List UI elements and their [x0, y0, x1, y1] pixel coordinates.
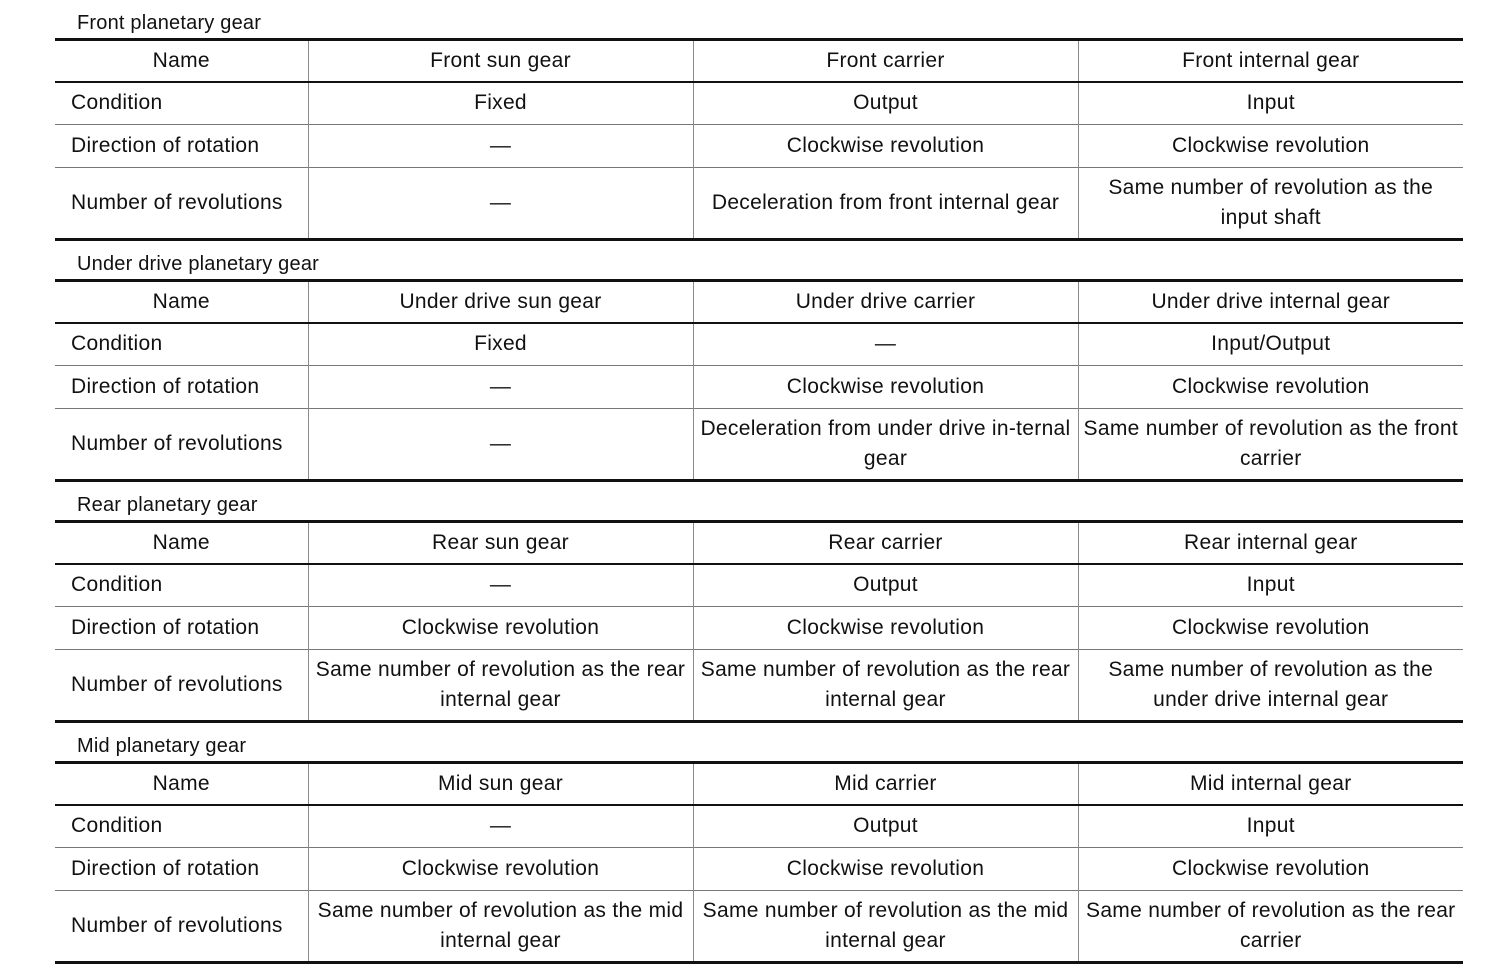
- row-label: Name: [55, 40, 308, 82]
- section-rear-planetary-gear: [55, 482, 1463, 723]
- row-label: Condition: [55, 82, 308, 125]
- section-under-drive-planetary-gear: [55, 241, 1463, 482]
- table-cell: Clockwise revolution: [1078, 125, 1463, 168]
- table-cell: Same number of revolution as the rear carrier: [1078, 891, 1463, 963]
- table-cell: Fixed: [308, 82, 693, 125]
- gear-table: [55, 761, 1463, 964]
- table-cell: Input/Output: [1078, 323, 1463, 366]
- row-label: Number of revolutions: [55, 168, 308, 240]
- table-cell: —: [308, 564, 693, 607]
- gear-table: [55, 520, 1463, 723]
- row-label: Direction of rotation: [55, 125, 308, 168]
- table-cell: —: [308, 805, 693, 848]
- row-label: Number of revolutions: [55, 891, 308, 963]
- table-cell: —: [308, 125, 693, 168]
- section-mid-planetary-gear: [55, 723, 1463, 964]
- table-cell: Deceleration from front internal gear: [693, 168, 1078, 240]
- table-cell: Same number of revolution as the mid internal gear: [693, 891, 1078, 963]
- table-cell: Input: [1078, 564, 1463, 607]
- row-label: Direction of rotation: [55, 848, 308, 891]
- table-cell: —: [308, 168, 693, 240]
- table-row-direction: [55, 607, 1463, 650]
- table-cell: Output: [693, 82, 1078, 125]
- column-header: Under drive sun gear: [308, 281, 693, 323]
- column-header: Front sun gear: [308, 40, 693, 82]
- table-cell: Clockwise revolution: [1078, 366, 1463, 409]
- table-cell: Same number of revolution as the rear internal gear: [308, 650, 693, 722]
- table-row-direction: [55, 848, 1463, 891]
- column-header: Front carrier: [693, 40, 1078, 82]
- planetary-gear-document: [55, 0, 1463, 964]
- column-header: Under drive carrier: [693, 281, 1078, 323]
- table-cell: Input: [1078, 82, 1463, 125]
- table-row-name: [55, 763, 1463, 805]
- column-header: Mid carrier: [693, 763, 1078, 805]
- table-cell: Fixed: [308, 323, 693, 366]
- table-row-condition: [55, 82, 1463, 125]
- column-header: Rear carrier: [693, 522, 1078, 564]
- column-header: Under drive internal gear: [1078, 281, 1463, 323]
- table-cell: Deceleration from under drive in-ternal gear: [693, 409, 1078, 481]
- row-label: Name: [55, 522, 308, 564]
- section-title: Front planetary gear: [77, 12, 262, 34]
- table-row-condition: [55, 564, 1463, 607]
- row-label: Condition: [55, 323, 308, 366]
- table-row-name: [55, 40, 1463, 82]
- table-cell: Same number of revolution as the front carrier: [1078, 409, 1463, 481]
- table-row-revolutions: [55, 891, 1463, 963]
- table-cell: Clockwise revolution: [693, 125, 1078, 168]
- table-row-name: [55, 522, 1463, 564]
- table-row-revolutions: [55, 650, 1463, 722]
- table-cell: Same number of revolution as the under drive internal gear: [1078, 650, 1463, 722]
- table-cell: Same number of revolution as the input shaft: [1078, 168, 1463, 240]
- gear-table: [55, 279, 1463, 482]
- row-label: Number of revolutions: [55, 650, 308, 722]
- table-cell: Clockwise revolution: [1078, 607, 1463, 650]
- row-label: Condition: [55, 564, 308, 607]
- row-label: Direction of rotation: [55, 366, 308, 409]
- table-row-revolutions: [55, 168, 1463, 240]
- table-cell: —: [693, 323, 1078, 366]
- column-header: Mid internal gear: [1078, 763, 1463, 805]
- table-cell: Same number of revolution as the rear internal gear: [693, 650, 1078, 722]
- table-cell: Same number of revolution as the mid internal gear: [308, 891, 693, 963]
- section-title: Rear planetary gear: [77, 494, 258, 516]
- row-label: Name: [55, 763, 308, 805]
- table-cell: Clockwise revolution: [693, 607, 1078, 650]
- section-front-planetary-gear: [55, 0, 1463, 241]
- gear-table: [55, 38, 1463, 241]
- table-row-condition: [55, 323, 1463, 366]
- column-header: Rear sun gear: [308, 522, 693, 564]
- column-header: Front internal gear: [1078, 40, 1463, 82]
- row-label: Condition: [55, 805, 308, 848]
- column-header: Mid sun gear: [308, 763, 693, 805]
- row-label: Name: [55, 281, 308, 323]
- table-cell: Clockwise revolution: [693, 848, 1078, 891]
- table-cell: Clockwise revolution: [1078, 848, 1463, 891]
- table-cell: Clockwise revolution: [693, 366, 1078, 409]
- row-label: Direction of rotation: [55, 607, 308, 650]
- table-cell: Clockwise revolution: [308, 607, 693, 650]
- table-cell: —: [308, 366, 693, 409]
- row-label: Number of revolutions: [55, 409, 308, 481]
- table-row-revolutions: [55, 409, 1463, 481]
- table-row-direction: [55, 125, 1463, 168]
- column-header: Rear internal gear: [1078, 522, 1463, 564]
- table-cell: Output: [693, 564, 1078, 607]
- table-cell: Output: [693, 805, 1078, 848]
- table-cell: —: [308, 409, 693, 481]
- table-cell: Clockwise revolution: [308, 848, 693, 891]
- table-row-direction: [55, 366, 1463, 409]
- table-row-condition: [55, 805, 1463, 848]
- section-title: Mid planetary gear: [77, 735, 247, 757]
- section-title: Under drive planetary gear: [77, 253, 319, 275]
- table-row-name: [55, 281, 1463, 323]
- table-cell: Input: [1078, 805, 1463, 848]
